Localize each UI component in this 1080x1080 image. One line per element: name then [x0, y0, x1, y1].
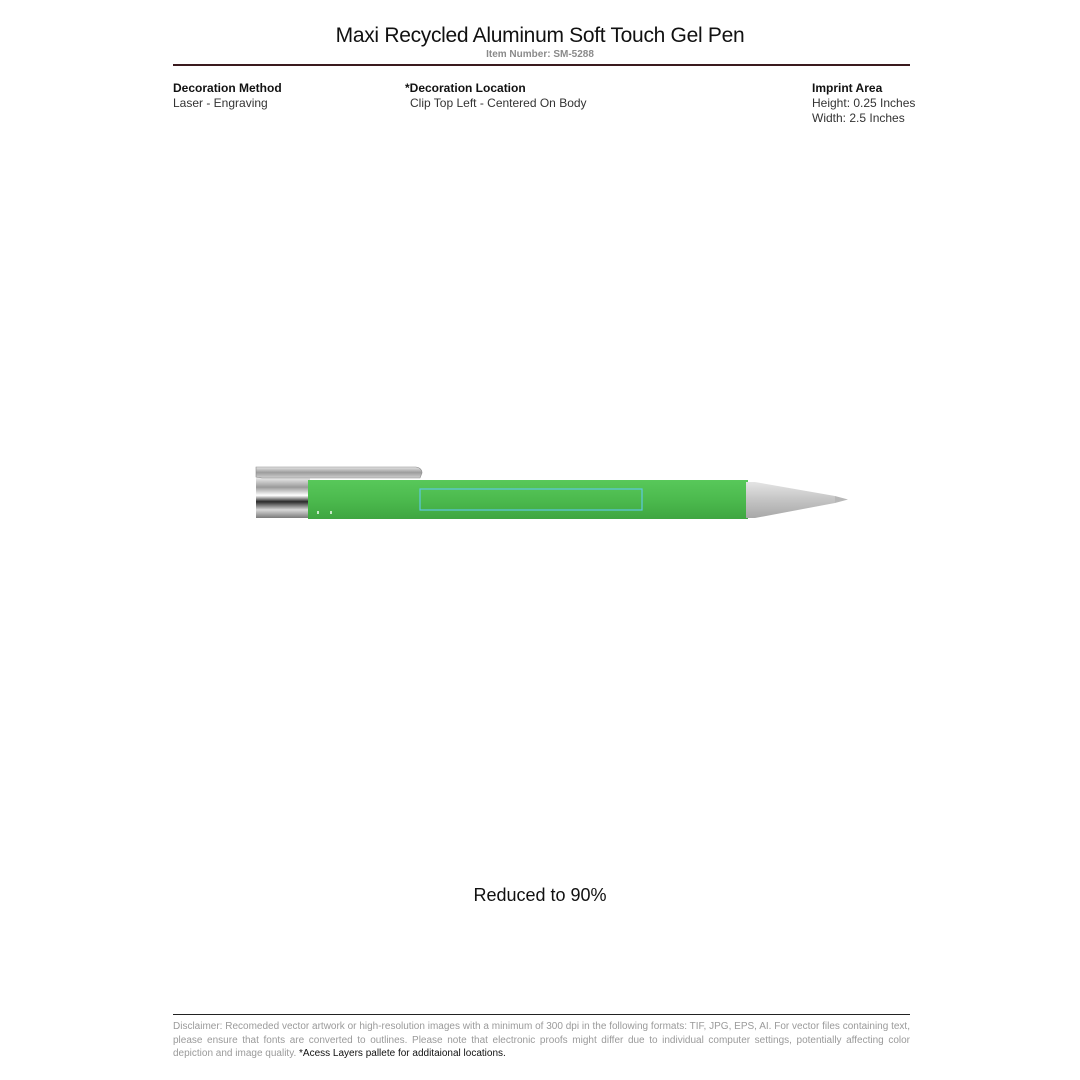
- pen-tip: [746, 482, 835, 518]
- reduced-label: Reduced to 90%: [473, 885, 607, 905]
- pen-illustration: [250, 455, 860, 530]
- decoration-method-value: Laser - Engraving: [173, 96, 268, 110]
- imprint-width-value: Width: 2.5 Inches: [812, 111, 905, 125]
- page-title: Maxi Recycled Aluminum Soft Touch Gel Pen: [335, 24, 745, 47]
- decoration-method-column: [173, 81, 282, 111]
- decoration-location-heading: *Decoration Location: [405, 81, 526, 95]
- decoration-location-value: Clip Top Left - Centered On Body: [410, 96, 587, 110]
- layers-note: *Acess Layers pallete for additaional locations.: [299, 1048, 506, 1059]
- disclaimer: [173, 1020, 910, 1061]
- pen-clip: [256, 467, 422, 478]
- disclaimer-text: Disclaimer: Recomeded vector artwork or high-resolution images with a minimum of 300 dpi in the following formats: TIF, JPG, EPS, AI. For vector files containing text, please ensure that fonts are converted to outlines. Please note that electronic proofs might differ due to individual computer settings, potentially affecting color depiction and image quality.: [173, 1021, 910, 1059]
- product-image: [250, 455, 860, 530]
- pen-body: [308, 480, 748, 519]
- footer-divider: [173, 1014, 910, 1015]
- imprint-area-column: [812, 81, 915, 126]
- pen-cap: [256, 477, 310, 518]
- decoration-method-heading: Decoration Method: [173, 81, 282, 95]
- header-divider: [173, 64, 910, 66]
- imprint-height-value: Height: 0.25 Inches: [812, 96, 916, 110]
- item-number: Item Number: SM-5288: [486, 49, 594, 60]
- imprint-area-heading: Imprint Area: [812, 81, 883, 95]
- pen-nib: [835, 496, 848, 503]
- decoration-location-column: [405, 81, 587, 111]
